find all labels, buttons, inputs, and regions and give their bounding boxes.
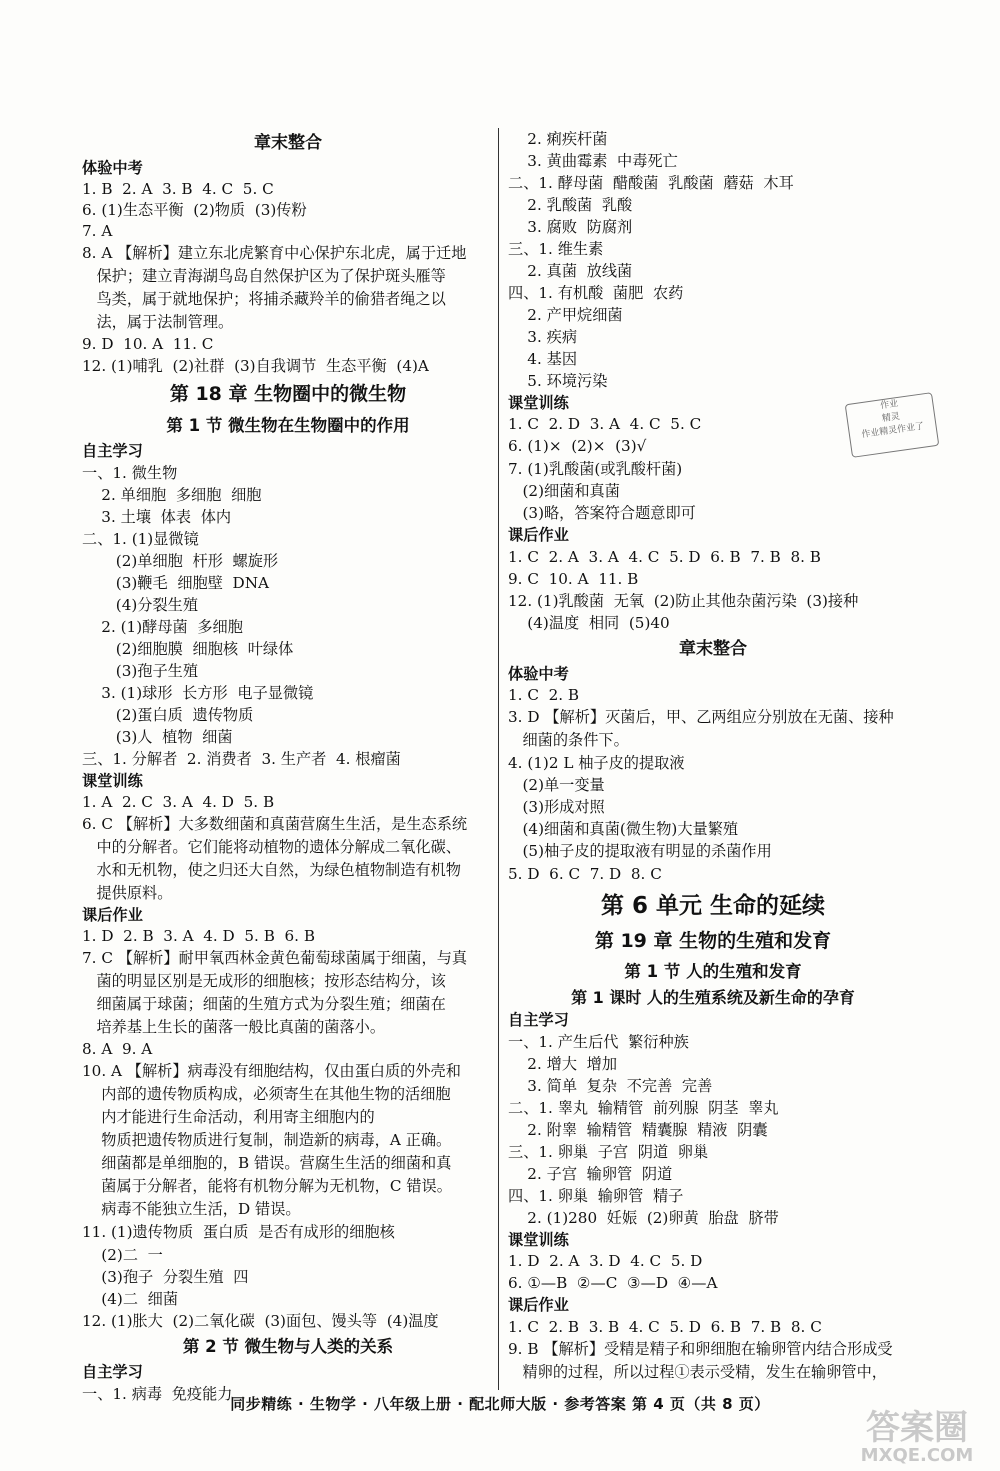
answer-line: 精卵的过程，所以过程①表示受精，发生在输卵管中， xyxy=(508,1363,887,1381)
watermark-text: 答案圈 xyxy=(866,1408,968,1448)
answer-line: 1. C 2. A 3. A 4. C 5. D 6. B 7. B 8. B xyxy=(508,548,821,566)
chapter-heading: 第 19 章 生物的生殖和发育 xyxy=(594,930,832,952)
answer-line: 10. A 【解析】病毒没有细胞结构，仅由蛋白质的外壳和 xyxy=(82,1062,461,1080)
answer-line: (2)细胞膜 细胞核 叶绿体 xyxy=(82,640,294,658)
answer-line: 保护；建立青海湖鸟岛自然保护区为了保护斑头雁等 xyxy=(82,267,446,285)
answer-line: 8. A 【解析】建立东北虎繁育中心保护东北虎，属于迁地 xyxy=(82,244,467,262)
answer-line: (5)柚子皮的提取液有明显的杀菌作用 xyxy=(508,842,772,860)
answer-line: (4)二 细菌 xyxy=(82,1290,179,1308)
answer-line: 9. D 10. A 11. C xyxy=(82,335,214,353)
section-title: 第 1 节 微生物在生物圈中的作用 xyxy=(166,416,410,435)
answer-line: 内部的遗传物质构成，必须寄生在其他生物的活细胞 xyxy=(82,1085,451,1103)
answer-line: 细菌都是单细胞的，B 错误。营腐生生活的细菌和真 xyxy=(82,1154,452,1172)
answer-line: 3. (1)球形 长方形 电子显微镜 xyxy=(82,684,314,702)
stamp-logo xyxy=(845,392,940,458)
answer-line: 一、1. 产生后代 繁衍种族 xyxy=(508,1033,689,1051)
section-title: 章末整合 xyxy=(679,639,747,659)
section-title: 章末整合 xyxy=(254,133,322,153)
answer-line: 二、1. 睾丸 输精管 前列腺 阴茎 睾丸 xyxy=(508,1099,779,1117)
subsection-label: 自主学习 xyxy=(82,442,143,460)
answer-line: (4)温度 相同 (5)40 xyxy=(508,614,670,632)
answer-line: 7. A xyxy=(82,222,113,240)
answer-line: 1. C 2. B 3. B 4. C 5. D 6. B 7. B 8. C xyxy=(508,1318,822,1336)
answer-line: (3)人 植物 细菌 xyxy=(82,728,233,746)
answer-line: 2. 痢疾杆菌 xyxy=(508,130,608,148)
answer-line: 1. D 2. B 3. A 4. D 5. B 6. B xyxy=(82,927,315,945)
answer-line: 1. A 2. C 3. A 4. D 5. B xyxy=(82,793,275,811)
answer-line: 12. (1)胀大 (2)二氧化碳 (3)面包、馒头等 (4)温度 xyxy=(82,1312,439,1330)
answer-line: 2. (1)280 妊娠 (2)卵黄 胎盘 脐带 xyxy=(508,1209,779,1227)
answer-line: 细菌属于球菌；细菌的生殖方式为分裂生殖；细菌在 xyxy=(82,995,446,1013)
answer-line: 四、1. 有机酸 菌肥 农药 xyxy=(508,284,684,302)
answer-line: (3)鞭毛 细胞壁 DNA xyxy=(82,574,269,592)
answer-line: 3. 疾病 xyxy=(508,328,578,346)
answer-line: 细菌的条件下。 xyxy=(508,731,629,749)
answer-line: 三、1. 分解者 2. 消费者 3. 生产者 4. 根瘤菌 xyxy=(82,750,401,768)
answer-line: 1. C 2. D 3. A 4. C 5. C xyxy=(508,415,702,433)
subsection-label: 课后作业 xyxy=(508,1296,569,1314)
page-footer: 同步精练 · 生物学 · 八年级上册 · 配北师大版 · 参考答案 第 4 页（共 8 页） xyxy=(230,1395,770,1413)
answer-line: 3. 土壤 体表 体内 xyxy=(82,508,232,526)
subsection-label: 课后作业 xyxy=(82,906,143,924)
answer-line: 2. 子宫 输卵管 阴道 xyxy=(508,1165,673,1183)
answer-line: 菌的明显区别是无成形的细胞核；按形态结构分，该 xyxy=(82,972,446,990)
subsection-label: 体验中考 xyxy=(82,159,143,177)
answer-line: 2. 真菌 放线菌 xyxy=(508,262,633,280)
answer-line: 培养基上生长的菌落一般比真菌的菌落小。 xyxy=(82,1018,386,1036)
answer-line: 菌属于分解者，能将有机物分解为无机物，C 错误。 xyxy=(82,1177,452,1195)
subsection-label: 自主学习 xyxy=(82,1363,143,1381)
subsection-label: 课堂训练 xyxy=(82,772,143,790)
answer-line: 9. B 【解析】受精是精子和卵细胞在输卵管内结合形成受 xyxy=(508,1340,893,1358)
answer-line: 三、1. 卵巢 子宫 阴道 卵巢 xyxy=(508,1143,709,1161)
stamp-line-1: 作业 xyxy=(879,398,899,412)
answer-line: 9. C 10. A 11. B xyxy=(508,570,639,588)
answer-line: (3)略，答案符合题意即可 xyxy=(508,504,696,522)
answer-line: 3. 黄曲霉素 中毒死亡 xyxy=(508,152,678,170)
answer-line: 11. (1)遗传物质 蛋白质 是否有成形的细胞核 xyxy=(82,1223,395,1241)
answer-line: (2)蛋白质 遗传物质 xyxy=(82,706,254,724)
subsection-label: 自主学习 xyxy=(508,1011,569,1029)
answer-line: 一、1. 微生物 xyxy=(82,464,178,482)
answer-line: 5. 环境污染 xyxy=(508,372,608,390)
chapter-heading: 第 18 章 生物圈中的微生物 xyxy=(169,383,407,405)
column-divider xyxy=(498,128,499,1390)
answer-line: 2. 单细胞 多细胞 细胞 xyxy=(82,486,262,504)
answer-line: (3)孢子生殖 xyxy=(82,662,199,680)
answer-line: 中的分解者。它们能将动植物的遗体分解成二氧化碳、 xyxy=(82,838,461,856)
answer-line: (3)孢子 分裂生殖 四 xyxy=(82,1268,249,1286)
section-title: 第 2 节 微生物与人类的关系 xyxy=(182,1337,394,1356)
answer-line: 2. 增大 增加 xyxy=(508,1055,618,1073)
answer-line: (2)单细胞 杆形 螺旋形 xyxy=(82,552,279,570)
answer-line: 法，属于法制管理。 xyxy=(82,313,234,331)
answer-line: 1. C 2. B xyxy=(508,686,580,704)
answer-line: 2. 产甲烷细菌 xyxy=(508,306,623,324)
answer-line: 内才能进行生命活动，利用寄主细胞内的 xyxy=(82,1108,375,1126)
subsection-label: 课堂训练 xyxy=(508,394,569,412)
answer-line: (3)形成对照 xyxy=(508,798,605,816)
answer-line: 4. (1)2 L 柚子皮的提取液 xyxy=(508,754,685,772)
answer-line: 12. (1)乳酸菌 无氧 (2)防止其他杂菌污染 (3)接种 xyxy=(508,592,859,610)
answer-line: 三、1. 维生素 xyxy=(508,240,604,258)
unit-heading: 第 6 单元 生命的延续 xyxy=(600,893,826,919)
answer-line: 病毒不能独立生活，D 错误。 xyxy=(82,1200,301,1218)
answer-line: 3. 简单 复杂 不完善 完善 xyxy=(508,1077,713,1095)
subsection-label: 体验中考 xyxy=(508,665,569,683)
answer-line: 7. (1)乳酸菌(或乳酸杆菌) xyxy=(508,460,683,478)
answer-line: 5. D 6. C 7. D 8. C xyxy=(508,865,662,883)
answer-line: 鸟类，属于就地保护；将捕杀藏羚羊的偷猎者绳之以 xyxy=(82,290,446,308)
answer-line: 2. 乳酸菌 乳酸 xyxy=(508,196,633,214)
left-column xyxy=(82,128,494,1405)
answer-line: 12. (1)哺乳 (2)社群 (3)自我调节 生态平衡 (4)A xyxy=(82,357,429,375)
watermark-url: MXQE.COM xyxy=(860,1445,974,1466)
answer-line: (4)分裂生殖 xyxy=(82,596,199,614)
answer-line: (4)细菌和真菌(微生物)大量繁殖 xyxy=(508,820,739,838)
answer-line: 二、1. 酵母菌 醋酸菌 乳酸菌 蘑菇 木耳 xyxy=(508,174,794,192)
answer-line: 4. 基因 xyxy=(508,350,578,368)
answer-line: 8. A 9. A xyxy=(82,1040,153,1058)
answer-line: 提供原料。 xyxy=(82,884,173,902)
answer-line: 四、1. 卵巢 输卵管 精子 xyxy=(508,1187,684,1205)
answer-line: 1. D 2. A 3. D 4. C 5. D xyxy=(508,1252,703,1270)
answer-line: (2)二 一 xyxy=(82,1246,163,1264)
answer-line: 2. 附睾 输精管 精囊腺 精液 阴囊 xyxy=(508,1121,768,1139)
right-column xyxy=(508,128,918,1384)
answer-line: 2. (1)酵母菌 多细胞 xyxy=(82,618,243,636)
answer-line: 6. (1)× (2)× (3)√ xyxy=(508,437,647,455)
answer-line: (2)细菌和真菌 xyxy=(508,482,620,500)
answer-line: 6. ①—B ②—C ③—D ④—A xyxy=(508,1274,718,1292)
answer-line: 6. C 【解析】大多数细菌和真菌营腐生生活，是生态系统 xyxy=(82,815,468,833)
section-title: 第 1 课时 人的生殖系统及新生命的孕育 xyxy=(571,988,855,1007)
answer-line: 一、1. 病毒 免疫能力 xyxy=(82,1385,233,1403)
answer-line: 6. (1)生态平衡 (2)物质 (3)传粉 xyxy=(82,201,307,219)
watermark-logo xyxy=(842,1410,992,1468)
answer-line: (2)单一变量 xyxy=(508,776,605,794)
answer-line: 3. 腐败 防腐剂 xyxy=(508,218,633,236)
answer-line: 3. D 【解析】灭菌后，甲、乙两组应分别放在无菌、接种 xyxy=(508,708,894,726)
subsection-label: 课堂训练 xyxy=(508,1231,569,1249)
subsection-label: 课后作业 xyxy=(508,526,569,544)
stamp-line-3: 作业精灵作业了 xyxy=(860,421,925,441)
answer-line: 水和无机物，使之归还大自然，为绿色植物制造有机物 xyxy=(82,861,461,879)
answer-line: 7. C 【解析】耐甲氧西林金黄色葡萄球菌属于细菌，与真 xyxy=(82,949,468,967)
section-title: 第 1 节 人的生殖和发育 xyxy=(624,962,802,981)
answer-line: 1. B 2. A 3. B 4. C 5. C xyxy=(82,180,274,198)
stamp-line-2: 精灵 xyxy=(881,411,901,425)
answer-line: 物质把遗传物质进行复制，制造新的病毒，A 正确。 xyxy=(82,1131,452,1149)
answer-line: 二、1. (1)显微镜 xyxy=(82,530,199,548)
